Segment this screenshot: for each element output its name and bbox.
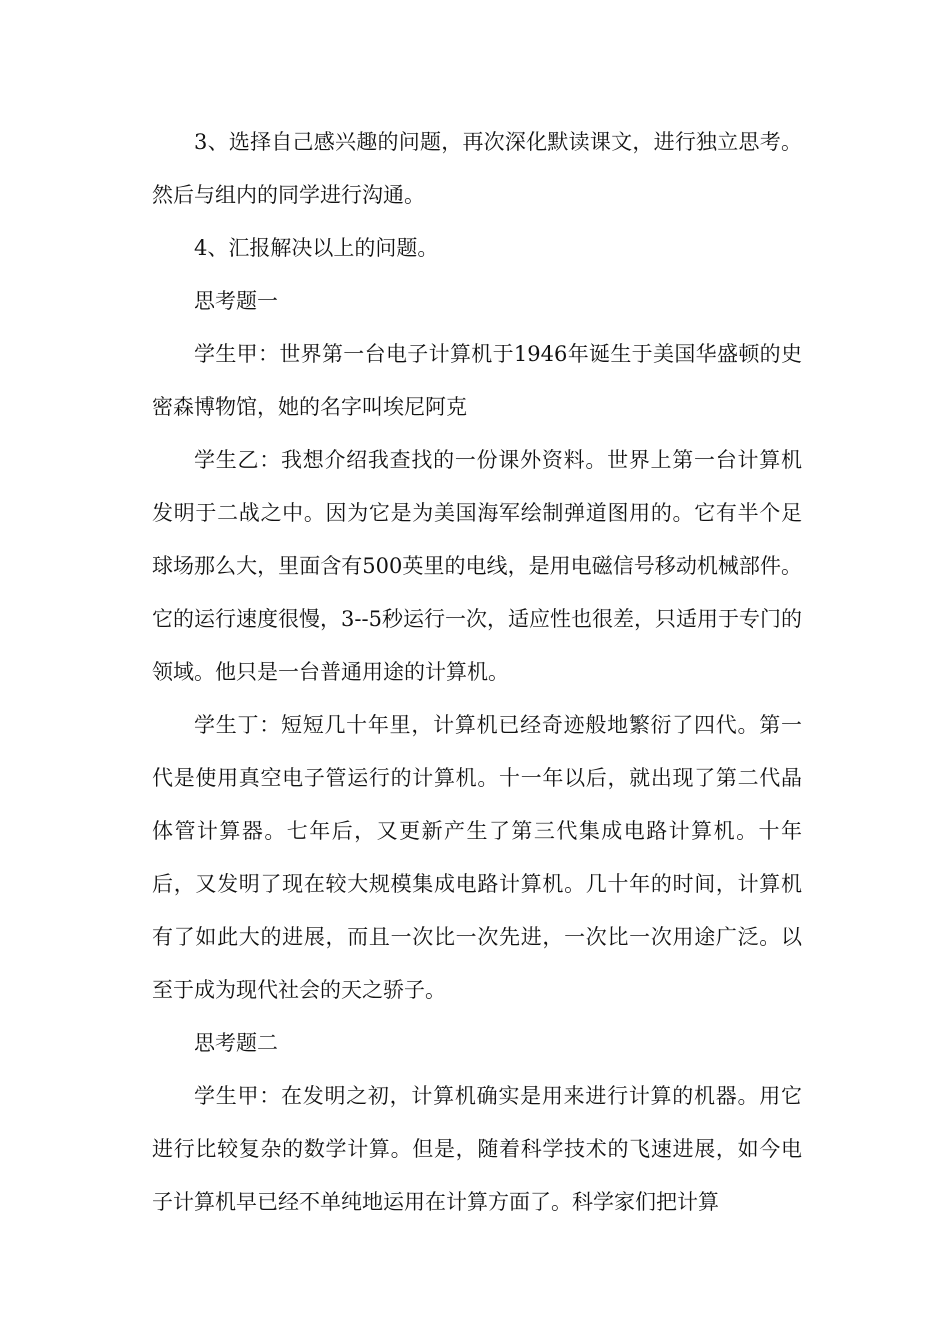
paragraph-step-4: 4、汇报解决以上的问题。	[194, 236, 439, 260]
paragraph-student-d: 学生丁：短短几十年里，计算机已经奇迹般地繁衍了四代。第一代是使用真空电子管运行的计算机。十一年以后，就出现了第二代晶体管计算器。七年后，又更新产生了第三代集成电路计算机。十年后，又发明了现在较大规模集成电路计算机。几十年的时间，计算机有了如此大的进展，而且一次比一次先进，一次比一次用途广泛。以至于成为现代社会的天之骄子。	[152, 713, 802, 1002]
paragraph-step-3: 3、选择自己感兴趣的问题，再次深化默读课文，进行独立思考。然后与组内的同学进行沟通。	[152, 130, 802, 207]
paragraph-student-a-2: 学生甲：在发明之初，计算机确实是用来进行计算的机器。用它进行比较复杂的数学计算。但是，随着科学技术的飞速进展，如今电子计算机早已经不单纯地运用在计算方面了。科学家们把计算	[152, 1084, 802, 1214]
paragraph-student-b: 学生乙：我想介绍我查找的一份课外资料。世界上第一台计算机发明于二战之中。因为它是为美国海军绘制弹道图用的。它有半个足球场那么大，里面含有500英里的电线，是用电磁信号移动机械部件。它的运行速度很慢，3--5秒运行一次，适应性也很差，只适用于专门的领域。他只是一台普通用途的计算机。	[152, 448, 802, 684]
heading-question-2: 思考题二	[194, 1031, 278, 1055]
document-body	[152, 116, 802, 1229]
heading-question-1: 思考题一	[194, 289, 278, 313]
paragraph-student-a-1: 学生甲：世界第一台电子计算机于1946年诞生于美国华盛顿的史密森博物馆，她的名字叫埃尼阿克	[152, 342, 802, 419]
